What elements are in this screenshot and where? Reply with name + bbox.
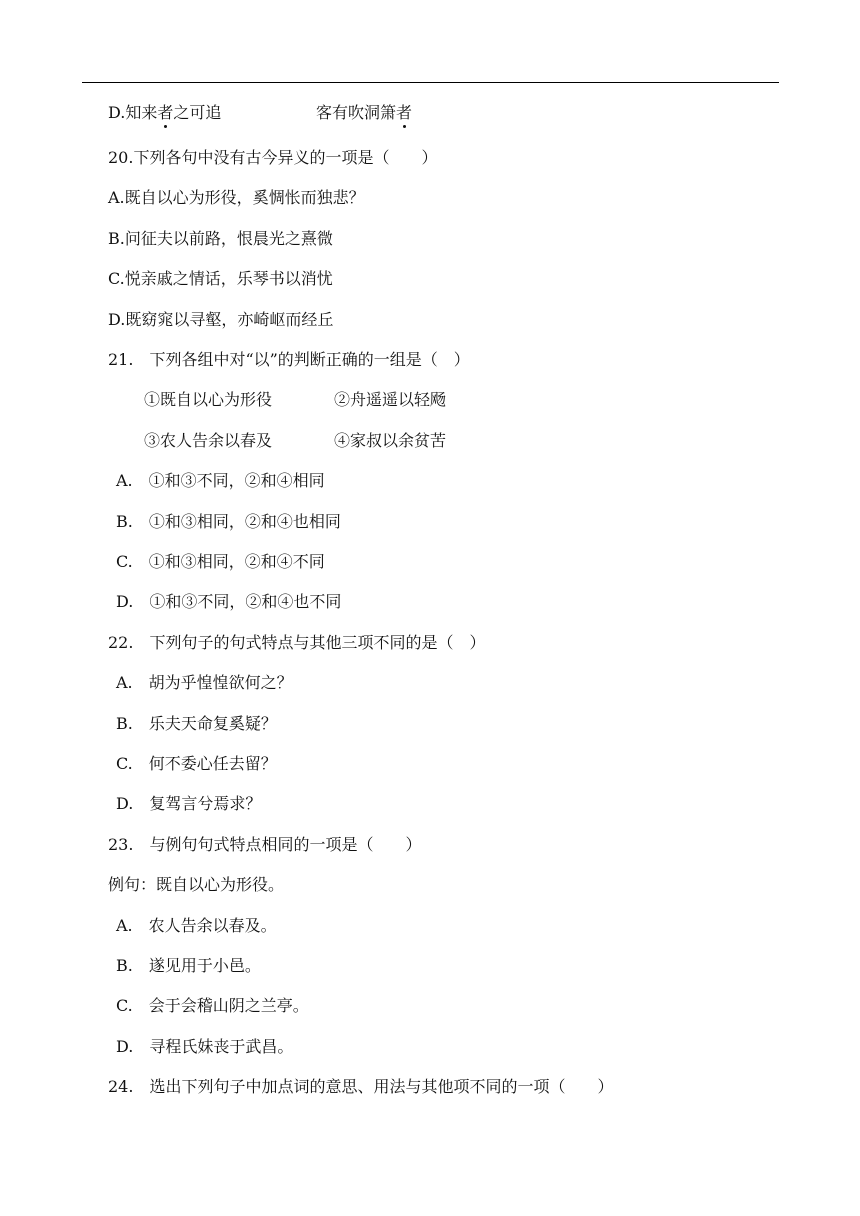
q21-item-2: ②舟遥遥以轻飏: [334, 390, 447, 409]
q19-d-text-part1: D.知来: [108, 103, 158, 122]
header-rule: [82, 82, 779, 83]
question-22: 22. 下列句子的句式特点与其他三项不同的是（ ）: [108, 633, 486, 652]
q23-option-c: C. 会于会稽山阴之兰亭。: [116, 996, 309, 1015]
emphasis-dot-char: 者: [396, 101, 412, 125]
q23-option-a: A. 农人告余以春及。: [116, 916, 277, 935]
q19-d-text-part2: 之可追: [173, 103, 222, 122]
question-24: 24. 选出下列句子中加点词的意思、用法与其他项不同的一项（ ）: [108, 1077, 614, 1096]
q19-option-d: [108, 101, 221, 125]
q22-option-c: C. 何不委心任去留？: [116, 754, 277, 773]
q22-option-b: B. 乐夫天命复奚疑？: [116, 714, 277, 733]
q20-option-a: A.既自以心为形役，奚惆怅而独悲？: [108, 188, 365, 207]
q20-option-d: D.既窈窕以寻壑，亦崎岖而经丘: [108, 310, 334, 329]
q20-option-c: C.悦亲戚之情话，乐琴书以消忧: [108, 269, 333, 288]
question-23: 23. 与例句句式特点相同的一项是（ ）: [108, 835, 422, 854]
q23-option-b: B. 遂见用于小邑。: [116, 956, 261, 975]
question-21: 21. 下列各组中对“以”的判断正确的一组是（ ）: [108, 350, 470, 369]
q21-option-a: A. ①和③不同，②和④相同: [116, 471, 325, 490]
q19-d-text-part3: 客有吹洞箫: [316, 103, 397, 122]
q20-option-b: B.问征夫以前路，恨晨光之熹微: [108, 229, 333, 248]
q21-item-4: ④家叔以余贫苦: [334, 431, 447, 450]
q22-option-d: D. 复驾言兮焉求？: [116, 794, 262, 813]
q23-option-d: D. 寻程氏妹丧于武昌。: [116, 1037, 294, 1056]
q23-example-sentence: 例句：既自以心为形役。: [108, 875, 285, 894]
emphasis-dot-char: 者: [157, 101, 173, 125]
question-20: 20.下列各句中没有古今异义的一项是（ ）: [108, 148, 438, 167]
q21-option-d: D. ①和③不同，②和④也不同: [116, 592, 342, 611]
q19-option-d-right: [316, 101, 412, 125]
q21-option-b: B. ①和③相同，②和④也相同: [116, 512, 341, 531]
q21-item-3: ③农人告余以春及: [144, 431, 273, 450]
q21-option-c: C. ①和③相同，②和④不同: [116, 552, 325, 571]
q21-item-1: ①既自以心为形役: [144, 390, 273, 409]
q22-option-a: A. 胡为乎惶惶欲何之？: [116, 673, 293, 692]
